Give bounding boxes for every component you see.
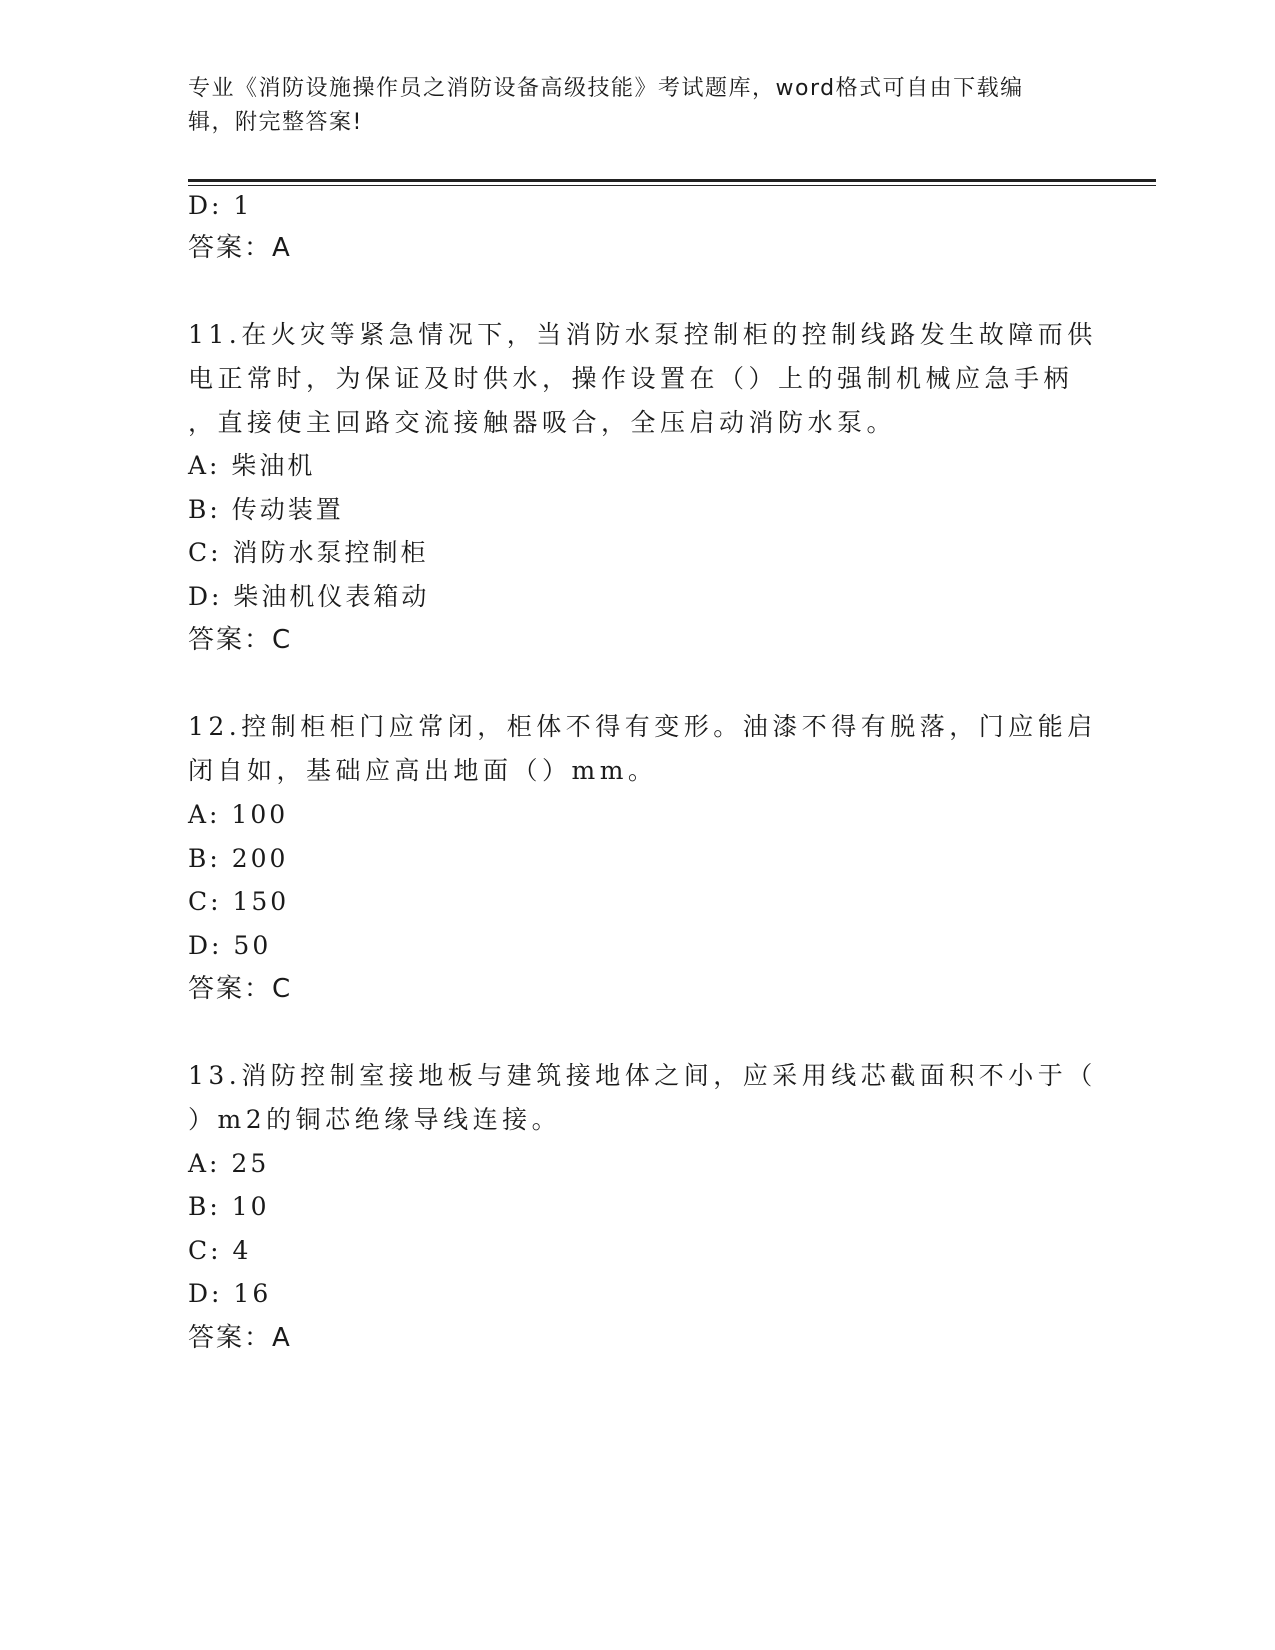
option-b: B: 传动装置	[188, 495, 344, 524]
option-d: D: 柴油机仪表箱动	[188, 582, 430, 611]
option-b: B: 200	[188, 844, 289, 873]
option-c: C: 消防水泵控制柜	[188, 538, 429, 567]
header-divider-thick	[188, 179, 1156, 182]
answer: 答案：C	[188, 625, 293, 655]
question-stem-line: 11.在火灾等紧急情况下，当消防水泵控制柜的控制线路发生故障而供	[188, 320, 1097, 349]
prev-option-d: D: 1	[188, 191, 253, 220]
question-stem-line: ）m2的铜芯绝缘导线连接。	[188, 1105, 562, 1134]
answer: 答案：A	[188, 1323, 292, 1353]
question-stem-line: 闭自如，基础应高出地面（）mm。	[188, 756, 658, 785]
question-stem-line: ，直接使主回路交流接触器吸合，全压启动消防水泵。	[188, 408, 897, 437]
question-stem-line: 电正常时，为保证及时供水，操作设置在（）上的强制机械应急手柄	[188, 364, 1074, 393]
option-a: A: 25	[188, 1149, 270, 1178]
header-divider-thin	[188, 185, 1156, 186]
answer: 答案：C	[188, 974, 293, 1004]
option-c: C: 150	[188, 887, 290, 916]
option-d: D: 16	[188, 1279, 272, 1308]
question-stem-line: 13.消防控制室接地板与建筑接地体之间，应采用线芯截面积不小于（	[188, 1061, 1097, 1090]
question-stem-line: 12.控制柜柜门应常闭，柜体不得有变形。油漆不得有脱落，门应能启	[188, 712, 1097, 741]
option-a: A: 柴油机	[188, 451, 316, 480]
header-line-2: 辑，附完整答案!	[188, 110, 363, 135]
option-d: D: 50	[188, 931, 272, 960]
option-b: B: 10	[188, 1192, 270, 1221]
prev-answer: 答案：A	[188, 233, 292, 263]
option-c: C: 4	[188, 1236, 252, 1265]
header-line-1: 专业《消防设施操作员之消防设备高级技能》考试题库，word格式可自由下载编	[188, 76, 1024, 101]
option-a: A: 100	[188, 800, 289, 829]
document-header	[188, 72, 1088, 140]
